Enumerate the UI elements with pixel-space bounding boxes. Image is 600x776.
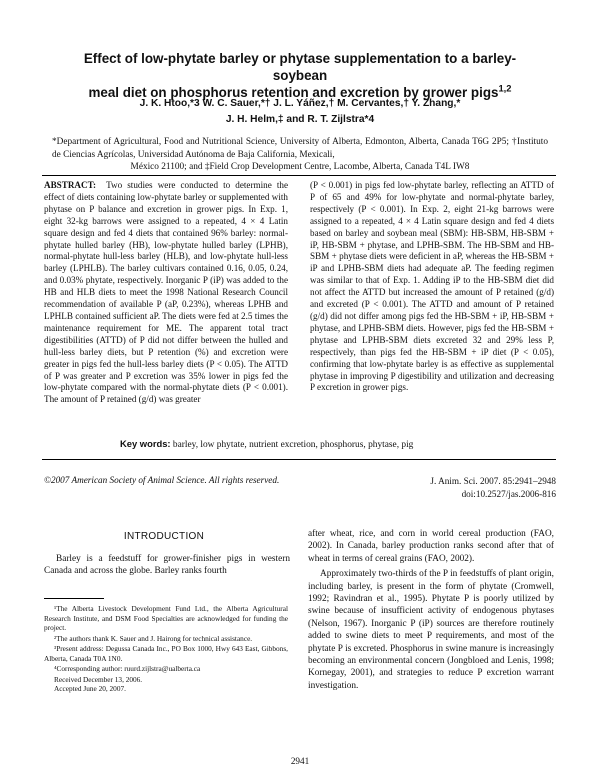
abstract-text-right: (P < 0.001) in pigs fed low-phytate barley, reflecting an ATTD of P of 65 and 49% for low-phytate and normal-phytate barley, respectively (P < 0.001). In Exp. 2, eight 21-kg barrows were assigned to a repeated, 4 × 4 Latin square design and fed 4 diets based on barley and soybean meal (SBM): HB-SBM, HB-SBM + iP, HB-SBM + phytase, and LPHB-SBM. The HB-SBM and HB-SBM + phytase diets were deficient in aP, whereas the HB-SBM + iP and LPHB-SBM diets had adequate aP. The feeding regimen was similar to that of Exp. 1. Adding iP to the HB-SBM diet did not affect the ATTD but increased the amount of P retained (g/d) and excreted (P < 0.001). The ATTD and amount of P retained (g/d) did not differ among pigs fed the HB-SBM + iP, HB-SBM + phytase, and LPHB-SBM diets. However, pigs fed the HB-SBM + phytase and LPHB-SBM diets excreted 32 and 29% less P, respectively, than pigs fed the HB-SBM + iP diet (P < 0.05), confirming that low-phytate barley is as effective as supplemental phytase in improving P digestibility and utilization and decreasing P excretion in grower pigs.	[310, 180, 554, 393]
abstract-text-left: Two studies were conducted to determine the effect of diets containing low-phytate barley or supplemented with phytase on P balance and excretion in grower pigs. In Exp. 1, eight 32-kg barrows were assigned to a repeated, 4 × 4 Latin square design and fed 4 diets that contained 96% barley: normal-phytate hulled barley (HB), low-phytate hulled barley (LPHB), normal-phytate hull-less barley (HLB), and low-phytate hull-less barley (LPHLB). The barley cultivars contained 0.16, 0.05, 0.24, and 0.03% phytate, respectively. Inorganic P (iP) was added to the HB and HLB diets to meet the 1998 National Research Council recommendation of available P (aP, 0.23%), whereas LPHB and LPHLB contained sufficient aP. The diets were fed at 2.5 times the maintenance requirement for ME. The apparent total tract digestibilities (ATTD) of P did not differ between the hulled and hull-less barley diets, but P retention (%) and excretion were greater in pigs fed the hull-less barley diets (P < 0.05). The ATTD of P was greater and P excretion was 35% lower in pigs fed the low-phytate compared with the normal-phytate diets (P < 0.001). The amount of P retained (g/d) was greater	[44, 180, 288, 405]
journal-reference: J. Anim. Sci. 2007. 85:2941–2948	[430, 476, 556, 486]
author-list	[60, 96, 540, 128]
introduction-left-column	[44, 553, 290, 578]
keywords-label: Key words:	[120, 438, 171, 449]
introduction-heading: INTRODUCTION	[123, 531, 205, 542]
page-number: 2941	[290, 756, 310, 766]
journal-citation	[430, 475, 556, 500]
copyright-notice: ©2007 American Society of Animal Science. All rights reserved.	[44, 475, 280, 485]
footnote-3: ³Present address: Degussa Canada Inc., PO Box 1000, Hwy 643 East, Gibbons, Alberta, Canada T0A 1N0.	[44, 644, 288, 663]
introduction-paragraph-2: Approximately two-thirds of the P in feedstuffs of plant origin, including barley, is present in the form of phytate (Cromwell, 1992; Ravindran et al., 1995). Phytate P is poorly utilized by swine because of insufficient activity of endogenous phytases (Nelson, 1967). Inorganic P (iP) sources are therefore routinely added to swine diets to meet P requirements, and most of the phytate P is excreted. Phosphorus in swine manure is increasingly becoming an environmental concern (Jongbloed and Lenis, 1998; Kornegay, 2001), and strategies to reduce P excretion warrant investigation.	[308, 569, 554, 691]
abstract-right-column	[310, 180, 554, 394]
title-footnote-marks: 1,2	[498, 83, 512, 94]
received-date: Received December 13, 2006.	[54, 674, 143, 684]
doi: doi:10.2527/jas.2006-816	[461, 488, 556, 499]
keywords	[120, 438, 413, 450]
article-title	[60, 50, 540, 101]
footnote-4: ⁴Corresponding author: ruurd.zijlstra@ualberta.ca	[54, 664, 201, 673]
footnote-1: ¹The Alberta Livestock Development Fund Ltd., the Alberta Agricultural Research Institute, and DSM Food Specialties are acknowledged for funding the project.	[44, 604, 288, 632]
abstract-left-column	[44, 180, 288, 406]
footnotes	[44, 604, 288, 694]
affiliation-line-2: Canada T6G 2P5; †Instituto de Ciencias Agrícolas, Universidad Autónoma de Baja California, Mexicali,	[52, 137, 548, 160]
authors-line-1: J. K. Htoo,*3 W. C. Sauer,*† J. L. Yáñez,† M. Cervantes,† Y. Zhang,*	[139, 98, 461, 109]
footnote-divider	[44, 598, 104, 599]
introduction-paragraph-1-continued: after wheat, rice, and corn in world cereal production (FAO, 2002). In Canada, barley production ranks second after that of wheat in terms of cereal grains (FAO, 2002).	[308, 529, 554, 564]
authors-line-2: J. H. Helm,‡ and R. T. Zijlstra*4	[225, 114, 375, 125]
abstract-label: ABSTRACT:	[44, 180, 97, 190]
title-line-2: meal diet on phosphorus retention and excretion by grower pigs	[88, 85, 499, 100]
affiliation-line-1: *Department of Agricultural, Food and Nutritional Science, University of Alberta, Edmonton, Alberta,	[52, 137, 439, 147]
accepted-date: Accepted June 20, 2007.	[54, 684, 126, 693]
title-line-1: Effect of low-phytate barley or phytase supplementation to a barley-soybean	[83, 51, 517, 83]
affiliations	[52, 136, 548, 174]
introduction-right-column	[308, 528, 554, 695]
affiliation-line-3: México 21100; and ‡Field Crop Development Centre, Lacombe, Alberta, Canada T4L IW8	[130, 162, 470, 172]
footnote-2: ²The authors thank K. Sauer and J. Hairong for technical assistance.	[54, 633, 253, 643]
introduction-paragraph-1: Barley is a feedstuff for grower-finisher pigs in western Canada and across the globe. Barley ranks fourth	[44, 554, 290, 577]
keywords-text: barley, low phytate, nutrient excretion, phosphorus, phytase, pig	[172, 440, 414, 450]
